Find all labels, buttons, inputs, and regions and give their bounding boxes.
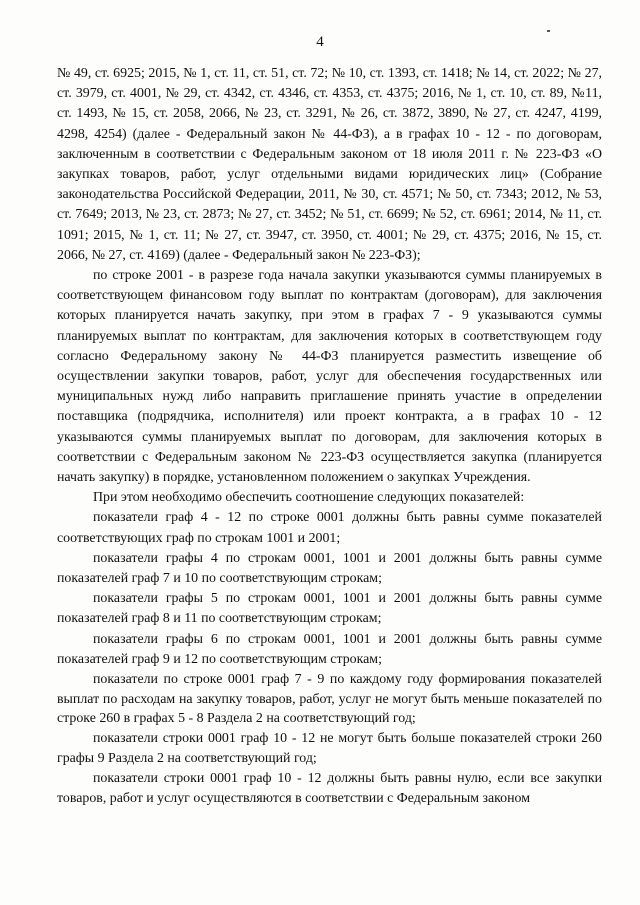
paragraph-rule-columns-10-12-zero: показатели строки 0001 граф 10 - 12 должны быть равны нулю, если все закупки товаров, работ и услуг осуществляются в соответствии с Федеральным законом [57, 771, 602, 807]
paragraph-ratio-intro: При этом необходимо обеспечить соотношение следующих показателей: [93, 490, 525, 506]
paragraph-rule-columns-10-12-max: показатели строки 0001 граф 10 - 12 не могут быть больше показателей строки 260 графы 9 Раздела 2 на соответствующий год; [57, 730, 602, 767]
paragraph-rule-column-5: показатели графы 5 по строкам 0001, 1001 и 2001 должны быть равны сумме показателей граф 8 и 11 по соответствующим строкам; [57, 591, 602, 627]
page-number: 4 [316, 34, 324, 50]
paragraph-rule-columns-7-9: показатели по строке 0001 граф 7 - 9 по каждому году формирования показателей выплат по расходам на закупку товаров, работ, услуг не могут быть меньше показателей по строке 260 в графах 5 - 8 Раздела 2 на соответствующий год; [57, 672, 602, 727]
paragraph-rule-columns-4-12: показатели граф 4 - 12 по строке 0001 должны быть равны сумме показателей соответствующих граф по строкам 1001 и 2001; [57, 510, 602, 546]
paragraph-law-references: № 49, ст. 6925; 2015, № 1, ст. 11, ст. 51, ст. 72; № 10, ст. 1393, ст. 1418; № 14, ст. 2022; № 27, ст. 3979, ст. 4001, № 29, ст. 4342, ст. 4346, ст. 4353, ст. 4375; 2016, № 1, ст. 10, ст. 89, №11, ст. 1493, № 15, ст. 2058, 2066, № 23, ст. 3291, № 26, ст. 3872, 3890, № 27, ст. 4247, 4199, 4298, 4254) (далее - Федеральный закон № 44-ФЗ), а в графах 10 - 12 - по договорам, заключенным в соответствии с Федеральным законом от 18 июля 2011 г. № 223-ФЗ «О закупках товаров, работ, услуг отдельными видами юридических лиц» (Собрание законодательства Российской Федерации, 2011, № 30, ст. 4571; № 50, ст. 7343; 2012, № 53, ст. 7649; 2013, № 23, ст. 2873; № 27, ст. 3452; № 51, ст. 6699; № 52, ст. 6961; 2014, № 11, ст. 1091; 2015, № 1, ст. 11; № 27, ст. 3947, ст. 3950, ст. 4001; № 29, ст. 4375; 2016, № 15, ст. 2066, № 27, ст. 4169) (далее - Федеральный закон № 223-ФЗ); [57, 66, 602, 263]
scan-mark [547, 30, 550, 32]
document-body [57, 64, 602, 810]
paragraph-rule-column-6: показатели графы 6 по строкам 0001, 1001 и 2001 должны быть равны сумме показателей граф 9 и 12 по соответствующим строкам; [57, 631, 602, 667]
paragraph-line-2001: по строке 2001 - в разрезе года начала закупки указываются суммы планируемых в соответствующем финансовом году выплат по контрактам (договорам), для заключения которых планируется начать закупку, при этом в графах 7 - 9 указываются суммы планируемых выплат по контрактам, для заключения которых в соответствующем году согласно Федеральному закону № 44-ФЗ планируется разместить извещение об осуществлении закупки товаров, работ, услуг для обеспечения государственных или муниципальных нужд либо направить приглашение принять участие в определении поставщика (подрядчика, исполнителя) или проект контракта, а в графах 10 - 12 указываются суммы планируемых выплат по договорам, для заключения которых в соответствии с Федеральным законом № 223-ФЗ осуществляется закупка (планируется начать закупку) в порядке, установленном положением о закупках Учреждения. [57, 268, 602, 486]
paragraph-rule-column-4: показатели графы 4 по строкам 0001, 1001 и 2001 должны быть равны сумме показателей граф 7 и 10 по соответствующим строкам; [57, 550, 602, 587]
